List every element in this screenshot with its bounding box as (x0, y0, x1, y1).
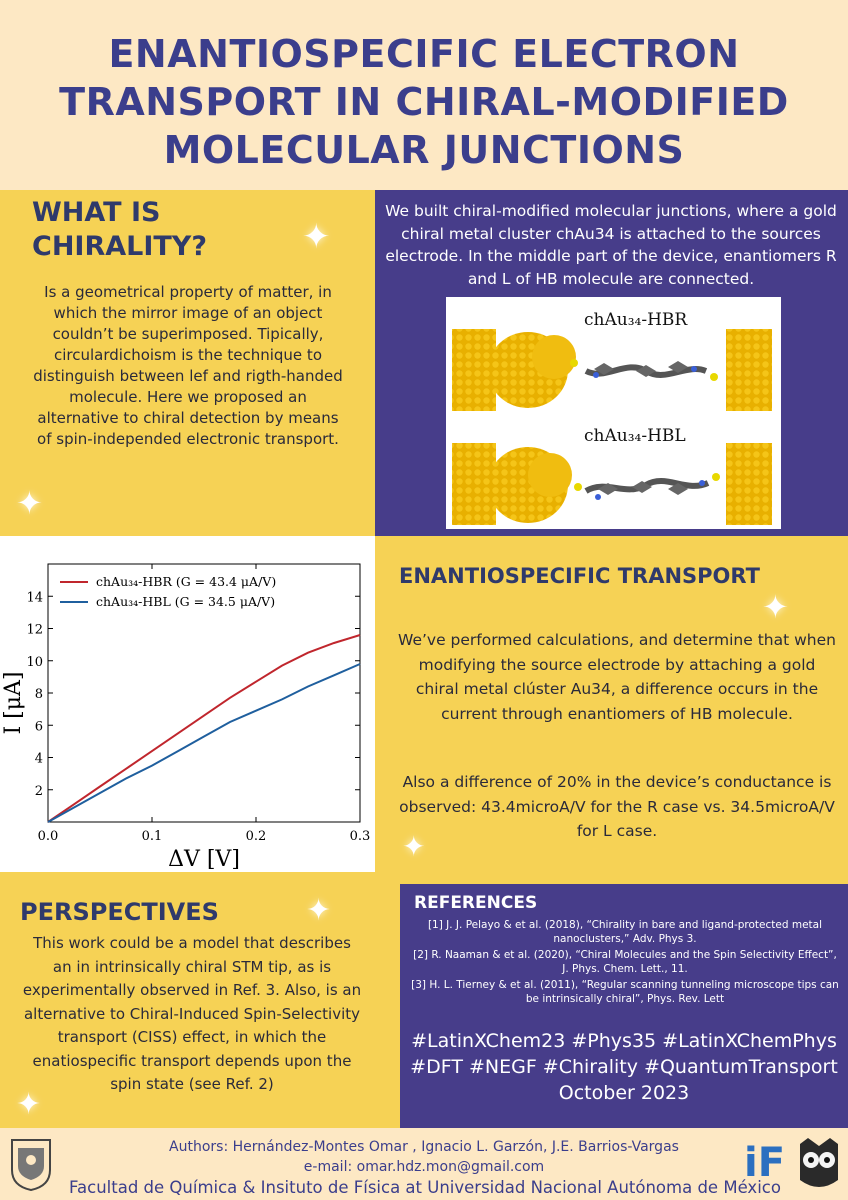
reference-item: [1] J. J. Pelayo & et al. (2018), “Chirality in bare and ligand-protected metal nanoclusters,” Adv. Phys 3. (427, 919, 823, 945)
device-figure (446, 297, 781, 529)
label-hbl: chAu₃₄-HBL (584, 426, 686, 446)
reference-item: [2] R. Naaman & et al. (2020), “Chiral Molecules and the Spin Selectivity Effect”, J. Phys. Chem. Lett., 11. (413, 949, 837, 975)
poster-title (0, 30, 848, 174)
sparkle-icon: ✦ (306, 893, 332, 928)
reference-item: [3] H. L. Tierney & et al. (2011), “Regular scanning tunneling microscope tips can be intrinsically chiral”, Phys. Rev. Lett (411, 979, 839, 1005)
transport-heading: ENANTIOSPECIFIC TRANSPORT (399, 564, 760, 588)
series-line-hbr (48, 635, 360, 822)
date: October 2023 (558, 1082, 690, 1104)
sparkle-icon: ✦ (762, 588, 789, 626)
sparkle-icon: ✦ (402, 830, 426, 863)
junction-hbl (452, 443, 772, 525)
y-tick-label: 8 (34, 687, 43, 702)
transport-text-1: We’ve performed calculations, and determine that when modifying the source electrode by attaching a gold chiral metal clúster Au34, a difference occurs in the current through enantiomers of HB molecule. (398, 631, 836, 723)
title-line-2: TRANSPORT IN CHIRAL-MODIFIED (59, 80, 789, 124)
footer-institution: Facultad de Química & Insituto de Física at Universidad Nacional Autónoma de México (69, 1178, 781, 1197)
chirality-text: Is a geometrical property of matter, in which the mirror image of an object couldn’t be superimposed. Tipically, circulardichoism is the technique to distinguish between lef and rigth-handed molecule. Here we proposed an alternative to chiral detection by means of spin-independed electronic transport. (33, 283, 343, 448)
chirality-heading (32, 196, 207, 264)
molecular-junction-illustration (446, 297, 781, 529)
perspectives-text: This work could be a model that describes an in intrinsically chiral STM tip, as is experimentally observed in Ref. 3. Also, is an alternative to Chiral-Induced Spin-Selectivity transport (CISS) effect, in which the enatiospecific transport depends upon the spin state (see Ref. 2) (22, 934, 362, 1093)
legend-label: chAu₃₄-HBR (G = 43.4 μA/V) (96, 574, 277, 589)
y-tick-label: 2 (34, 783, 43, 799)
owl-icon (794, 1136, 844, 1192)
footer-authors: Authors: Hernández-Montes Omar , Ignacio L. Garzón, J.E. Barrios-Vargas (169, 1139, 679, 1155)
hashtags (404, 1028, 844, 1106)
footer-email: e-mail: omar.hdz.mon@gmail.com (303, 1159, 545, 1175)
junction-hbr (452, 329, 772, 411)
y-tick-label: 14 (26, 590, 43, 606)
y-tick-label: 4 (34, 751, 43, 767)
chart-panel (0, 536, 375, 872)
series-line-hbl (48, 664, 360, 822)
y-axis-label: I [μA] (1, 671, 26, 735)
y-tick-label: 12 (26, 622, 43, 638)
iv-chart (0, 536, 375, 872)
x-tick-label: 0.1 (141, 829, 163, 844)
hashtags-line-2: #DFT #NEGF #Chirality #QuantumTransport (410, 1056, 838, 1078)
perspectives-heading: PERSPECTIVES (20, 898, 219, 926)
label-hbr: chAu₃₄-HBR (584, 310, 688, 330)
x-axis-label: ΔV [V] (168, 847, 240, 872)
references-heading: REFERENCES (414, 893, 538, 913)
y-tick-label: 6 (34, 719, 43, 735)
device-text: We built chiral-modified molecular junctions, where a gold chiral metal cluster chAu34 is attached to the sources electrode. In the middle part of the device, enantiomers R and L of HB molecule are connected. (385, 202, 837, 288)
x-tick-label: 0.3 (349, 829, 371, 844)
title-line-1: ENANTIOSPECIFIC ELECTRON (108, 32, 740, 76)
transport-text-2: Also a difference of 20% in the device’s conductance is observed: 43.4microA/V for the R case vs. 34.5microA/V for L case. (399, 773, 835, 840)
if-logo: iF (744, 1140, 786, 1186)
chirality-heading-line-1: WHAT IS (32, 197, 161, 228)
references-list (410, 918, 840, 1006)
chirality-heading-line-2: CHIRALITY? (32, 231, 208, 262)
sparkle-icon: ✦ (16, 484, 43, 522)
y-tick-label: 10 (26, 654, 43, 670)
hashtags-line-1: #LatinXChem23 #Phys35 #LatinXChemPhys (411, 1030, 837, 1052)
title-line-3: MOLECULAR JUNCTIONS (163, 128, 685, 172)
x-tick-label: 0.0 (37, 829, 59, 844)
x-tick-label: 0.2 (245, 829, 267, 844)
sparkle-icon: ✦ (302, 217, 331, 257)
legend-label: chAu₃₄-HBL (G = 34.5 μA/V) (96, 594, 276, 609)
owl-logo (794, 1136, 844, 1192)
sparkle-icon: ✦ (16, 1087, 42, 1122)
